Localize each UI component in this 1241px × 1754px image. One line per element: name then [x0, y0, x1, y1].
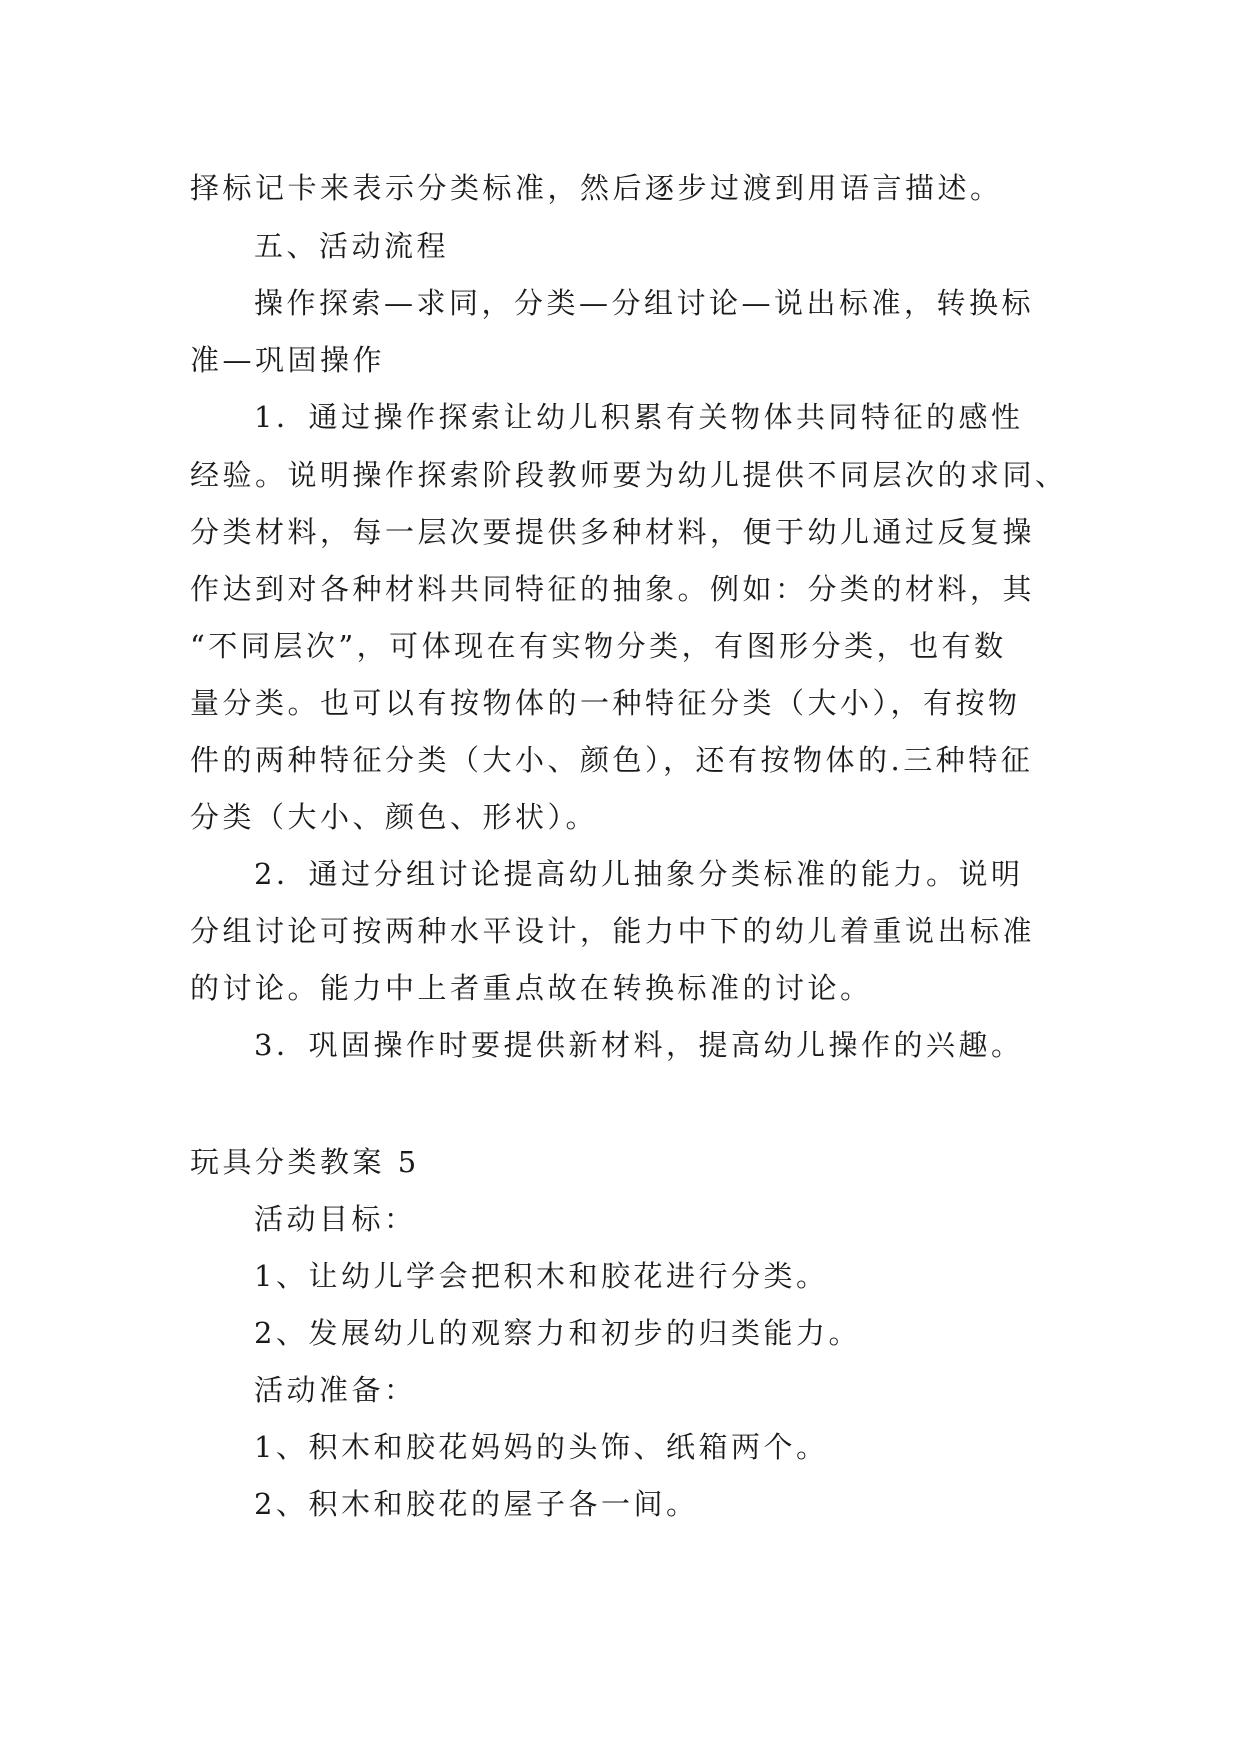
paragraph-line: “不同层次”，可体现在有实物分类，有图形分类，也有数	[190, 629, 1007, 663]
list-item: 1、让幼儿学会把积木和胶花进行分类。	[254, 1259, 829, 1293]
paragraph-line: 择标记卡来表示分类标准，然后逐步过渡到用语言描述。	[190, 171, 1003, 205]
document-title: 玩具分类教案 5	[190, 1145, 420, 1179]
paragraph-line: 分组讨论可按两种水平设计，能力中下的幼儿着重说出标准	[190, 914, 1036, 948]
paragraph-line: 量分类。也可以有按物体的一种特征分类（大小），有按物	[190, 686, 1021, 720]
list-item: 2、积木和胶花的屋子各一间。	[254, 1487, 699, 1521]
paragraph-line: 分类（大小、颜色、形状）。	[190, 800, 599, 834]
section-heading: 活动准备：	[254, 1373, 417, 1407]
paragraph-line: 件的两种特征分类（大小、颜色），还有按物体的.三种特征	[190, 743, 1034, 777]
list-item: 2、发展幼儿的观察力和初步的归类能力。	[254, 1316, 861, 1350]
paragraph-line: 2．通过分组讨论提高幼儿抽象分类标准的能力。说明	[254, 857, 1024, 891]
paragraph-line: 3．巩固操作时要提供新材料，提高幼儿操作的兴趣。	[254, 1028, 1024, 1062]
section-heading: 五、活动流程	[254, 229, 450, 263]
list-item: 1、积木和胶花妈妈的头饰、纸箱两个。	[254, 1430, 829, 1464]
section-heading: 活动目标：	[254, 1202, 417, 1236]
paragraph-line: 1．通过操作探索让幼儿积累有关物体共同特征的感性	[254, 400, 1024, 434]
paragraph-line: 准—巩固操作	[190, 343, 386, 377]
paragraph-line: 作达到对各种材料共同特征的抽象。例如：分类的材料，其	[190, 572, 1036, 606]
paragraph-line: 操作探索—求同，分类—分组讨论—说出标准，转换标	[254, 286, 1035, 320]
paragraph-line: 分类材料，每一层次要提供多种材料，便于幼儿通过反复操	[190, 515, 1036, 549]
paragraph-line: 的讨论。能力中上者重点故在转换标准的讨论。	[190, 971, 873, 1005]
paragraph-line: 经验。说明操作探索阶段教师要为幼儿提供不同层次的求同、	[190, 458, 1068, 492]
